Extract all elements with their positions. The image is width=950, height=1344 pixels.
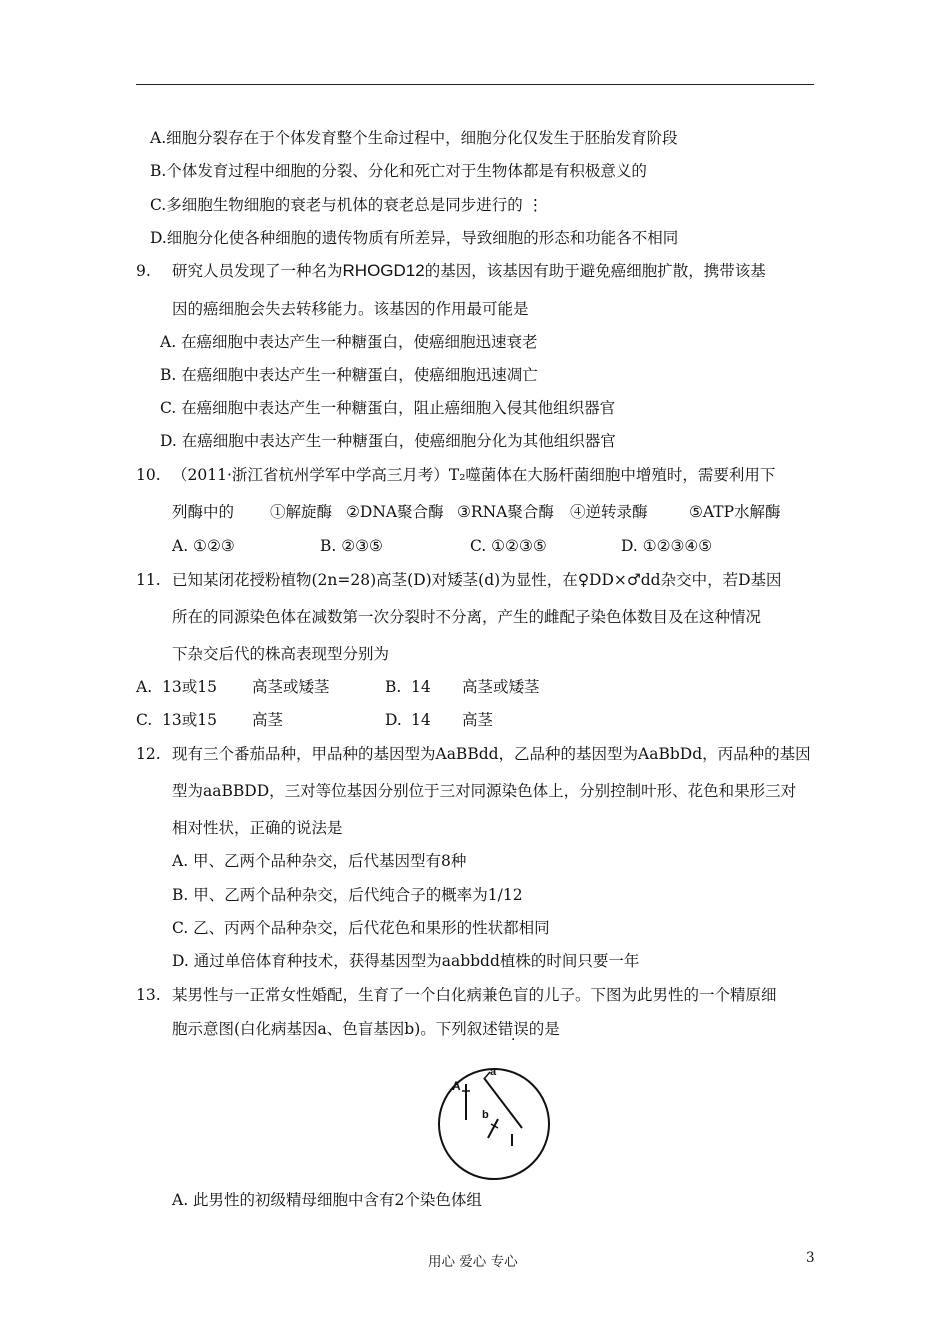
q10-option-b: B. ②③⑤ — [320, 537, 383, 555]
q13-emphasis-wrong: 错误 — [497, 1020, 529, 1038]
q13-number: 13. — [136, 986, 161, 1004]
chromosome-b-line — [488, 1119, 498, 1138]
q11-option-d-label: D. — [385, 711, 402, 729]
label-A: A — [452, 1079, 461, 1093]
q10-enzyme-2: ②DNA聚合酶 — [346, 503, 444, 521]
q10-enzyme-3: ③RNA聚合酶 — [457, 503, 554, 521]
q11-option-c-label: C. — [136, 711, 153, 729]
chromosome-a-line — [484, 1078, 522, 1128]
q9-stem-line1: 研究人员发现了一种名为RHOGD12的基因，该基因有助于避免癌细胞扩散，携带该基 — [172, 261, 766, 280]
q12-option-a: A. 甲、乙两个品种杂交，后代基因型有8种 — [172, 852, 467, 870]
q13-stem-line1: 某男性与一正常女性婚配，生育了一个白化病兼色盲的儿子。下图为此男性的一个精原细 — [172, 986, 777, 1004]
header-rule — [136, 84, 814, 85]
sperm-cell-diagram — [436, 1066, 552, 1182]
q11-option-d-count: 14 — [411, 711, 431, 729]
q11-stem-line3: 下杂交后代的株高表现型分别为 — [172, 645, 390, 663]
q9-gene-name: RHOGD12 — [342, 261, 425, 280]
label-a: a — [490, 1066, 497, 1078]
q10-stem-line1: （2011·浙江省杭州学军中学高三月考）T₂噬菌体在大肠杆菌细胞中增殖时，需要利用下 — [172, 466, 776, 484]
page-number: 3 — [806, 1250, 815, 1266]
q11-option-c-pheno: 高茎 — [252, 711, 284, 729]
q8-option-c: C.多细胞生物细胞的衰老与机体的衰老总是同步进行的 ⋮ — [150, 196, 544, 214]
q11-stem-line1: 已知某闭花授粉植物(2n=28)高茎(D)对矮茎(d)为显性，在♀DD×♂dd杂交中，若D基因 — [172, 571, 782, 589]
q8-option-a: A.细胞分裂存在于个体发育整个生命过程中，细胞分化仅发生于胚胎发育阶段 — [150, 129, 678, 147]
q11-option-a-count: 13或15 — [162, 678, 217, 696]
label-b: b — [482, 1109, 489, 1121]
q11-number: 11. — [136, 571, 161, 589]
q12-stem-line1: 现有三个番茄品种，甲品种的基因型为AaBBdd，乙品种的基因型为AaBbDd，丙品种的基因 — [172, 745, 811, 763]
q11-option-b-count: 14 — [411, 678, 431, 696]
q9-option-b: B. 在癌细胞中表达产生一种糖蛋白，使癌细胞迅速凋亡 — [160, 366, 538, 384]
q13-stem-line2: 胞示意图(白化病基因a、色盲基因b)。下列叙述错误的是 — [172, 1020, 560, 1038]
q10-stem-line2: 列酶中的 — [172, 503, 235, 521]
q9-stem-line2: 因的癌细胞会失去转移能力。该基因的作用最可能是 — [172, 300, 529, 318]
footer-motto: 用心 爱心 专心 — [428, 1254, 518, 1270]
q11-option-a-pheno: 高茎或矮茎 — [252, 678, 330, 696]
q9-option-a: A. 在癌细胞中表达产生一种糖蛋白，使癌细胞迅速衰老 — [160, 333, 538, 351]
q10-option-d: D. ①②③④⑤ — [621, 537, 713, 555]
q12-stem-line3: 相对性状，正确的说法是 — [172, 819, 343, 837]
q8-option-d: D.细胞分化使各种细胞的遗传物质有所差异，导致细胞的形态和功能各不相同 — [150, 229, 679, 247]
q9-option-d: D. 在癌细胞中表达产生一种糖蛋白，使癌细胞分化为其他组织器官 — [160, 432, 616, 450]
q10-number: 10. — [136, 466, 161, 484]
q10-option-a: A. ①②③ — [172, 537, 235, 555]
q11-option-b-label: B. — [385, 678, 402, 696]
q12-option-c: C. 乙、丙两个品种杂交，后代花色和果形的性状都相同 — [172, 919, 550, 937]
q10-enzyme-1: ①解旋酶 — [270, 503, 333, 521]
q11-option-b-pheno: 高茎或矮茎 — [462, 678, 540, 696]
q11-option-c-count: 13或15 — [162, 711, 217, 729]
q10-option-c: C. ①②③⑤ — [470, 537, 547, 555]
q9-option-c: C. 在癌细胞中表达产生一种糖蛋白，阻止癌细胞入侵其他组织器官 — [160, 399, 616, 417]
q10-enzyme-4: ④逆转录酶 — [570, 503, 648, 521]
q12-option-b: B. 甲、乙两个品种杂交，后代纯合子的概率为1/12 — [172, 886, 523, 904]
q12-stem-line2: 型为aaBBDD，三对等位基因分别位于三对同源染色体上，分别控制叶形、花色和果形三对 — [172, 782, 797, 800]
q12-option-d: D. 通过单倍体育种技术，获得基因型为aabbdd植株的时间只要一年 — [172, 952, 640, 970]
q11-option-d-pheno: 高茎 — [462, 711, 494, 729]
q9-number: 9. — [136, 262, 151, 280]
q11-option-a-label: A. — [136, 678, 153, 696]
q10-enzyme-5: ⑤ATP水解酶 — [689, 503, 781, 521]
q11-stem-line2: 所在的同源染色体在减数第一次分裂时不分离，产生的雌配子染色体数目及在这种情况 — [172, 608, 762, 626]
q12-number: 12. — [136, 745, 161, 763]
q8-option-b: B.个体发育过程中细胞的分裂、分化和死亡对于生物体都是有积极意义的 — [150, 162, 647, 180]
q13-option-a: A. 此男性的初级精母细胞中含有2个染色体组 — [172, 1191, 482, 1209]
